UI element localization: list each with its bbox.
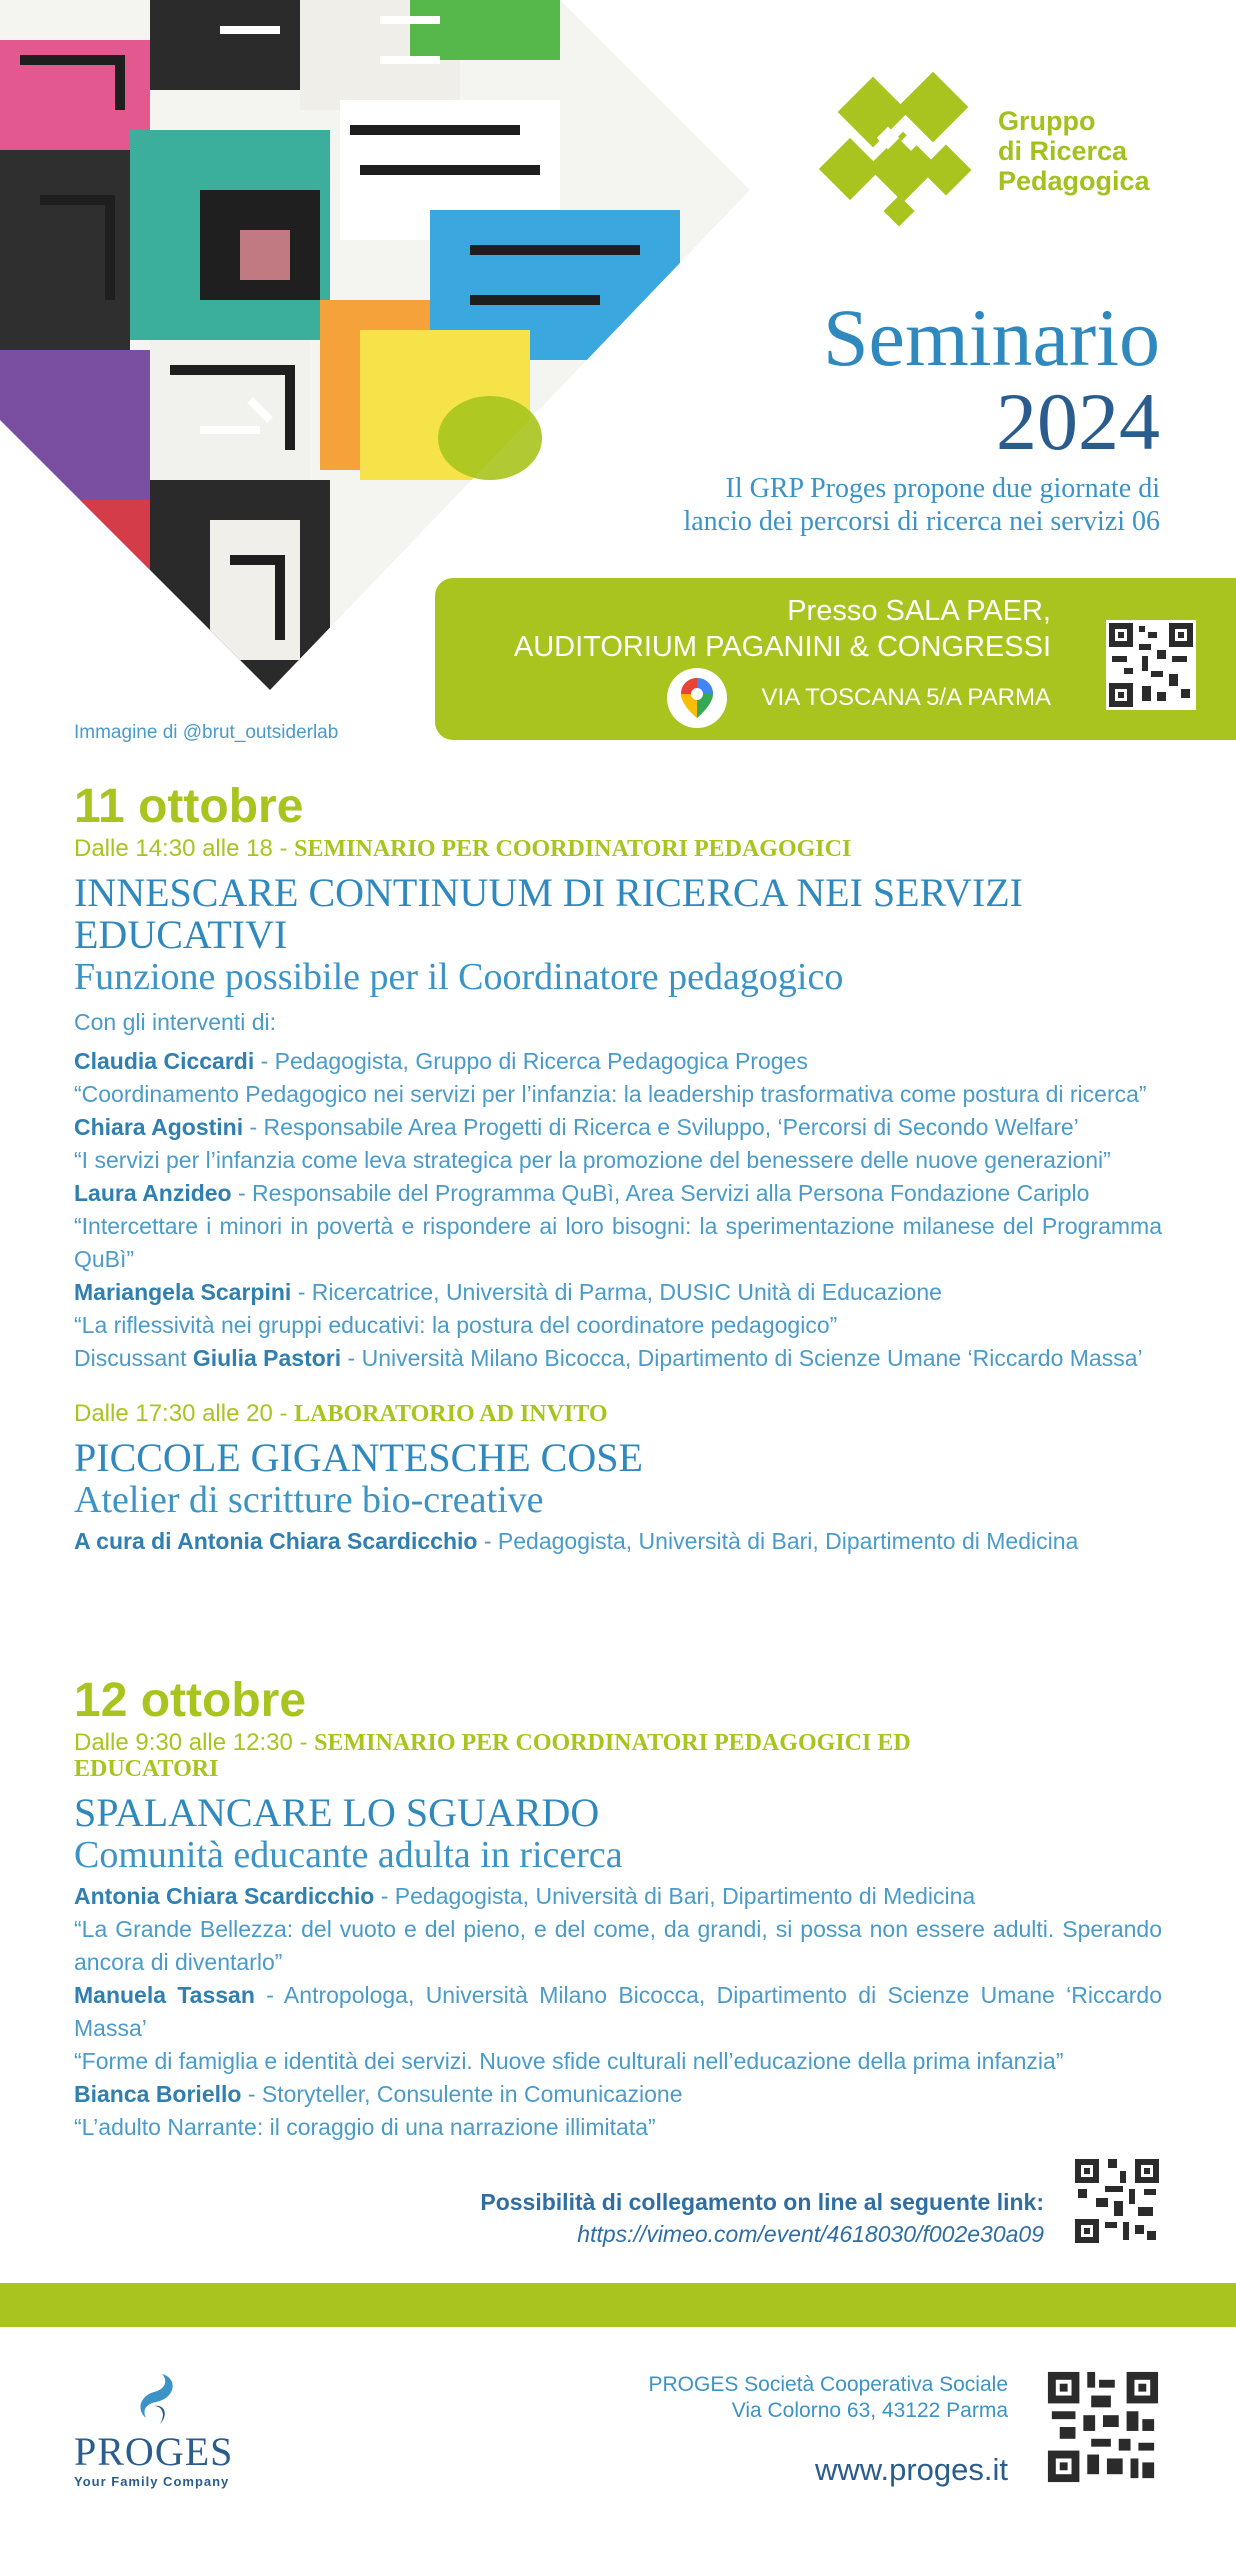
speaker-role: - Responsabile Area Progetti di Ricerca e Sviluppo, ‘Percorsi di Secondo Welfare’	[243, 1114, 1079, 1140]
speaker-talk: “La Grande Bellezza: del vuoto e del pieno, e del come, da grandi, si possa non essere adulti. Sperando ancora di diventarlo”	[74, 1916, 1162, 1975]
day1-slot2-time: Dalle 17:30 alle 20 -	[74, 1400, 295, 1427]
speaker-entry	[74, 1880, 1162, 1913]
image-credit: Immagine di @brut_outsiderlab	[74, 722, 339, 743]
day1-slot1-type: SEMINARIO PER COORDINATORI PEDAGOGICI	[294, 836, 852, 862]
day2-slot-type-line1: SEMINARIO PER COORDINATORI PEDAGOGICI ED	[314, 1730, 911, 1756]
day2-slot-type-line2: EDUCATORI	[74, 1756, 219, 1782]
speaker-role: - Storyteller, Consulente in Comunicazione	[241, 2081, 683, 2107]
day1-section	[74, 780, 1162, 1558]
footer-address: Via Colorno 63, 43122 Parma	[731, 2399, 1008, 2422]
discussant-name: Giulia Pastori	[192, 1345, 342, 1371]
speaker-name: Antonia Chiara Scardicchio	[74, 1883, 375, 1909]
proges-logo-tagline: Your Family Company	[74, 2474, 230, 2489]
day1-intro: Con gli interventi di:	[74, 1009, 276, 1035]
day1-date: 11 ottobre	[74, 780, 304, 833]
online-link-label: Possibilità di collegamento on line al seguente link:	[480, 2189, 1044, 2215]
speaker-talk: “I servizi per l’infanzia come leva strategica per la promozione del benessere delle nuove generazioni”	[74, 1147, 1111, 1173]
discussant-prefix: Discussant	[74, 1345, 193, 1371]
grp-logo-line3: Pedagogica	[998, 166, 1150, 196]
discussant-entry	[74, 1342, 1162, 1375]
page-title: Seminario	[822, 292, 1160, 383]
speaker-role: - Ricercatrice, Università di Parma, DUSIC Unità di Educazione	[291, 1279, 942, 1305]
day1-slot1-header	[74, 836, 1162, 862]
grp-logo-line2: di Ricerca	[998, 136, 1128, 166]
grp-logo-mark-icon	[818, 72, 988, 232]
grp-logo	[818, 72, 1178, 232]
day1-slot1-title-line1: INNESCARE CONTINUUM DI RICERCA NEI SERVIZI	[74, 870, 1024, 915]
venue-qr-code[interactable]	[1106, 620, 1196, 710]
day1-slot1-subtitle: Funzione possibile per il Coordinatore pedagogico	[74, 956, 844, 998]
hero-subtitle-line1: Il GRP Proges propone due giornate di	[725, 473, 1160, 504]
speaker-talk: “La riflessività nei gruppi educativi: la postura del coordinatore pedagogico”	[74, 1312, 838, 1338]
day2-title: SPALANCARE LO SGUARDO	[74, 1790, 600, 1835]
speaker-role: - Antropologa, Università Milano Bicocca, Dipartimento di Scienze Umane ‘Riccardo Massa’	[74, 1982, 1162, 2041]
day2-slot-header	[74, 1730, 1162, 1782]
speaker-name: Manuela Tassan	[74, 1982, 255, 2008]
speaker-entry	[74, 2078, 1162, 2111]
hero-subtitle	[460, 472, 1160, 538]
speaker-talk: “Intercettare i minori in povertà e rispondere ai loro bisogni: la sperimentazione milanese del Programma QuBì”	[74, 1213, 1162, 1272]
venue-line1: Presso SALA PAER,	[787, 595, 1051, 627]
footer-divider-band	[0, 2283, 1236, 2327]
curator-role: - Pedagogista, Università di Bari, Dipartimento di Medicina	[477, 1528, 1079, 1554]
speaker-name: Claudia Ciccardi	[74, 1048, 255, 1074]
speaker-name: Bianca Boriello	[74, 2081, 242, 2107]
footer-qr-code[interactable]	[1044, 2368, 1162, 2486]
speaker-entry	[74, 1177, 1162, 1210]
online-link-block	[480, 2186, 1044, 2250]
day2-subtitle: Comunità educante adulta in ricerca	[74, 1834, 623, 1876]
proges-logo-name: PROGES	[74, 2429, 234, 2474]
footer-address-block	[648, 2372, 1008, 2424]
speaker-role: - Pedagogista, Università di Bari, Dipartimento di Medicina	[374, 1883, 976, 1909]
map-pin-icon[interactable]	[667, 668, 727, 728]
speaker-entry	[74, 1979, 1162, 2045]
speaker-name: Chiara Agostini	[74, 1114, 244, 1140]
speaker-role: - Pedagogista, Gruppo di Ricerca Pedagogica Proges	[254, 1048, 808, 1074]
proges-logo	[74, 2370, 274, 2490]
online-link-url[interactable]: https://vimeo.com/event/4618030/f002e30a09	[577, 2221, 1044, 2247]
day1-speaker-list	[74, 1045, 1162, 1375]
day1-slot2-header	[74, 1401, 1162, 1427]
footer-website[interactable]: www.proges.it	[815, 2452, 1008, 2487]
day1-slot2-title: PICCOLE GIGANTESCHE COSE	[74, 1435, 643, 1480]
speaker-entry	[74, 1276, 1162, 1309]
speaker-role: - Responsabile del Programma QuBì, Area Servizi alla Persona Fondazione Cariplo	[231, 1180, 1090, 1206]
day2-date: 12 ottobre	[74, 1674, 307, 1727]
day1-slot2-subtitle: Atelier di scritture bio-creative	[74, 1479, 544, 1521]
online-qr-code[interactable]	[1072, 2156, 1162, 2246]
discussant-role: - Università Milano Bicocca, Dipartimento di Scienze Umane ‘Riccardo Massa’	[341, 1345, 1143, 1371]
venue-line2: AUDITORIUM PAGANINI & CONGRESSI	[513, 631, 1051, 663]
day2-speaker-list	[74, 1880, 1162, 2144]
speaker-talk: “Coordinamento Pedagogico nei servizi per l’infanzia: la leadership trasformativa come postura di ricerca”	[74, 1081, 1147, 1107]
speaker-name: Mariangela Scarpini	[74, 1279, 292, 1305]
curator-entry	[74, 1525, 1162, 1558]
curator-name: A cura di Antonia Chiara Scardicchio	[74, 1528, 478, 1554]
grp-logo-text	[998, 106, 1150, 196]
speaker-entry	[74, 1045, 1162, 1078]
speaker-entry	[74, 1111, 1162, 1144]
day1-slot1-title-line2: EDUCATIVI	[74, 912, 288, 957]
title-year: 2024	[996, 376, 1160, 467]
day1-slot2-type: LABORATORIO AD INVITO	[294, 1401, 608, 1427]
speaker-talk: “L’adulto Narrante: il coraggio di una narrazione illimitata”	[74, 2114, 656, 2140]
speaker-name: Laura Anzideo	[74, 1180, 232, 1206]
proges-swirl-icon	[132, 2370, 182, 2428]
day2-slot-time: Dalle 9:30 alle 12:30 -	[74, 1729, 315, 1756]
speaker-talk: “Forme di famiglia e identità dei servizi. Nuove sfide culturali nell’educazione della prima infanzia”	[74, 2048, 1064, 2074]
grp-logo-line1: Gruppo	[998, 106, 1096, 136]
footer-org: PROGES Società Cooperativa Sociale	[648, 2373, 1008, 2396]
title-block	[460, 292, 1160, 538]
day1-slot1-time: Dalle 14:30 alle 18 -	[74, 835, 295, 862]
day1-slot1-title	[74, 872, 1162, 956]
venue-box	[435, 578, 1236, 740]
day2-section	[74, 1674, 1162, 2144]
hero-subtitle-line2: lancio dei percorsi di ricerca nei servizi 06	[683, 506, 1160, 537]
venue-address: VIA TOSCANA 5/A PARMA	[761, 684, 1051, 711]
